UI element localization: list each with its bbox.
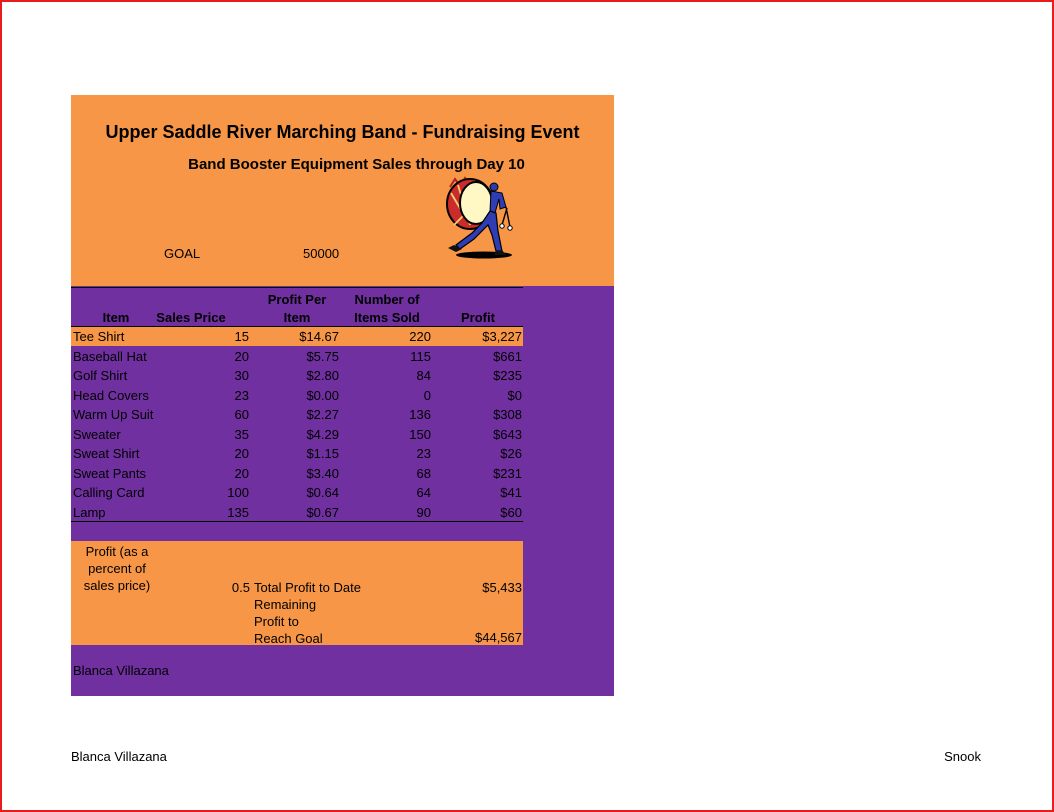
col-header-profit: Profit: [461, 310, 495, 325]
sales-price-cell: 135: [227, 504, 249, 520]
total-profit-label: Total Profit to Date: [254, 580, 361, 595]
table-row: [71, 464, 523, 483]
item-cell: Calling Card: [73, 485, 145, 500]
total-profit-value: $5,433: [482, 580, 522, 595]
profit-per-item-cell: $2.27: [306, 407, 339, 422]
remaining-label-line3: Reach Goal: [254, 631, 323, 646]
sales-price-cell: 35: [234, 426, 249, 442]
table-row: [71, 347, 523, 366]
col-header-sales-price: Sales Price: [156, 310, 226, 325]
sales-price-cell: 30: [234, 368, 249, 383]
profit-cell: $26: [500, 446, 522, 461]
col-header-items-sold-line2: Items Sold: [354, 310, 420, 325]
sales-price-cell: 100: [227, 485, 249, 500]
col-header-items-sold-line1: Number of: [354, 292, 420, 307]
sales-price-cell: 20: [234, 446, 249, 461]
items-sold-cell: 150: [409, 426, 431, 442]
page-subtitle: Band Booster Equipment Sales through Day 10: [188, 156, 525, 173]
items-sold-cell: 115: [410, 348, 431, 364]
items-sold-cell: 220: [409, 329, 431, 344]
table-bottom-rule: [71, 521, 523, 522]
table-row: [71, 327, 523, 346]
profit-cell: $235: [493, 368, 522, 383]
profit-cell: $3,227: [482, 329, 522, 344]
spreadsheet-area: [71, 95, 614, 696]
table-row: [71, 386, 523, 405]
col-header-profit-per-item-line1: Profit Per: [267, 292, 327, 307]
sales-price-cell: 15: [234, 329, 249, 344]
profit-cell: $231: [493, 465, 522, 481]
table-row: [71, 405, 523, 424]
header-rule: [71, 287, 523, 288]
item-cell: Sweat Shirt: [73, 446, 140, 461]
items-sold-cell: 23: [416, 446, 431, 461]
goal-value: 50000: [303, 246, 340, 261]
item-cell: Warm Up Suit: [73, 407, 154, 422]
sales-price-cell: 20: [234, 348, 249, 364]
item-cell: Head Covers: [73, 387, 149, 403]
table-row: [71, 503, 523, 522]
item-cell: Tee Shirt: [73, 329, 125, 344]
col-header-item: Item: [102, 310, 130, 325]
profit-percent-label-line2: percent of: [88, 561, 146, 576]
profit-per-item-cell: $0.67: [306, 504, 339, 520]
profit-cell: $41: [500, 485, 522, 500]
item-cell: Baseball Hat: [73, 348, 147, 364]
author-name: Blanca Villazana: [73, 663, 169, 678]
header-block: [71, 95, 614, 286]
items-sold-cell: 68: [416, 465, 431, 481]
table-row: [71, 444, 523, 463]
profit-cell: $308: [493, 407, 522, 422]
remaining-profit-value: $44,567: [475, 630, 522, 645]
items-sold-cell: 84: [416, 368, 431, 383]
item-cell: Sweat Pants: [73, 465, 146, 481]
profit-per-item-cell: $0.64: [306, 485, 339, 500]
drummer-icon: [444, 175, 516, 261]
profit-per-item-cell: $3.40: [306, 465, 339, 481]
item-cell: Lamp: [73, 504, 106, 520]
goal-label: GOAL: [164, 246, 201, 261]
summary-block: [71, 541, 523, 645]
profit-per-item-cell: $1.15: [306, 446, 339, 461]
profit-cell: $643: [493, 426, 522, 442]
profit-per-item-cell: $14.67: [299, 329, 339, 344]
sales-price-cell: 23: [234, 387, 249, 403]
sales-price-cell: 60: [234, 407, 249, 422]
sales-price-cell: 20: [234, 465, 249, 481]
items-sold-cell: 90: [416, 504, 431, 520]
profit-percent-value: 0.5: [231, 580, 250, 595]
profit-percent-label: [71, 543, 163, 594]
profit-percent-label-line1: Profit (as a: [85, 544, 149, 559]
footer-right: Snook: [944, 749, 981, 764]
remaining-label-line1: Remaining: [254, 597, 317, 612]
remaining-profit-label: [254, 596, 354, 647]
profit-cell: $0: [507, 387, 522, 403]
footer-left: Blanca Villazana: [71, 749, 167, 764]
item-cell: Golf Shirt: [73, 368, 128, 383]
remaining-label-line2: Profit to: [254, 614, 299, 629]
items-sold-cell: 0: [423, 387, 431, 403]
profit-per-item-cell: $5.75: [306, 348, 339, 364]
col-header-profit-per-item-line2: Item: [283, 310, 311, 325]
items-sold-cell: 64: [416, 485, 431, 500]
profit-per-item-cell: $2.80: [306, 368, 339, 383]
table-row: [71, 483, 523, 502]
profit-cell: $60: [500, 504, 522, 520]
page-title: Upper Saddle River Marching Band - Fundraising Event: [105, 122, 580, 142]
profit-cell: $661: [493, 348, 522, 364]
items-sold-cell: 136: [409, 407, 431, 422]
item-cell: Sweater: [73, 426, 121, 442]
table-row: [71, 366, 523, 385]
profit-percent-label-line3: sales price): [83, 578, 151, 593]
profit-per-item-cell: $0.00: [306, 387, 339, 403]
table-row: [71, 425, 523, 444]
profit-per-item-cell: $4.29: [306, 426, 339, 442]
